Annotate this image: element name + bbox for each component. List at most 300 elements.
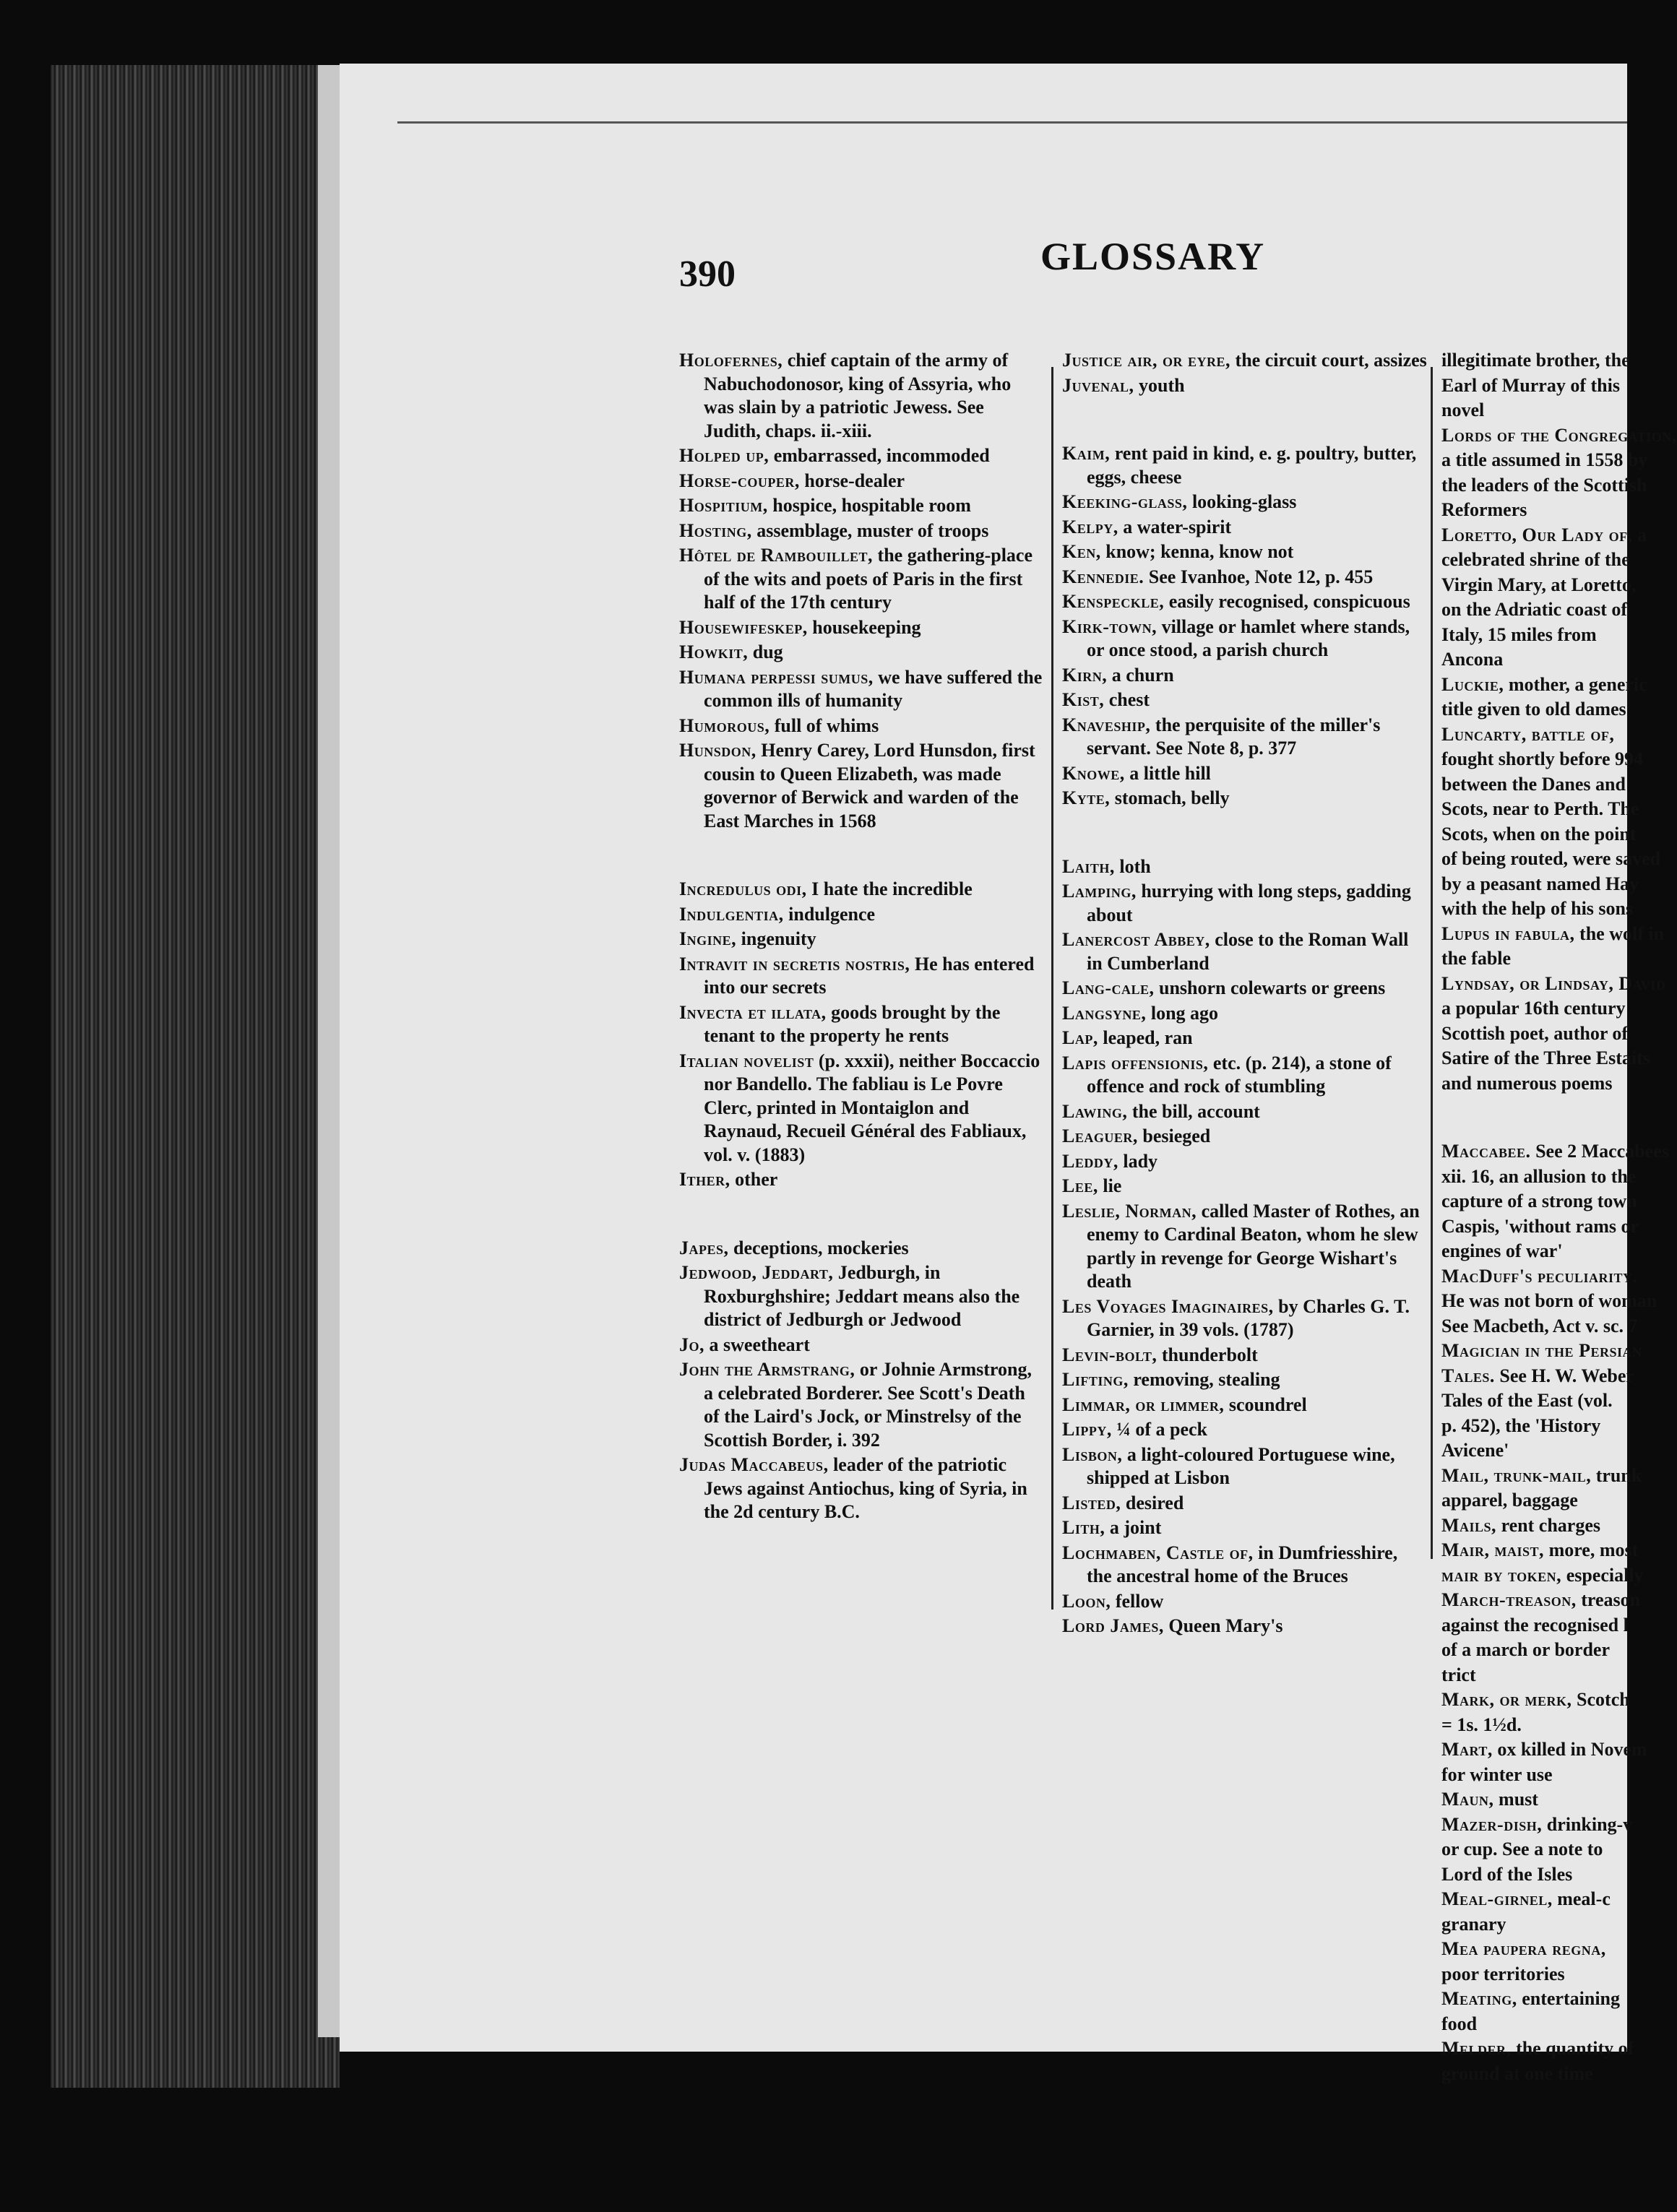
glossary-entry xyxy=(1441,2013,1627,2036)
glossary-entry xyxy=(1441,748,1644,772)
entry-definition: easily recognised, conspicuous xyxy=(1168,591,1410,612)
entry-headword: Indulgentia, xyxy=(679,903,784,925)
glossary-entry xyxy=(679,953,1044,1000)
entry-headword: Japes, xyxy=(679,1237,729,1258)
entry-definition: or cup. See a note to xyxy=(1441,1839,1603,1859)
entry-definition: ¼ of a peck xyxy=(1116,1419,1208,1440)
entry-definition: or Johnie Armstrong, a celebrated Borderer. See Scott's Death of the Laird's Jock, or Minstrelsy of the Scottish Border, i. 392 xyxy=(704,1359,1032,1451)
entry-headword: Mail, trunk-mail, xyxy=(1441,1464,1592,1486)
entry-definition: engines of war' xyxy=(1441,1240,1563,1261)
entry-headword: Lawing, xyxy=(1062,1100,1128,1122)
entry-definition: unshorn colewarts or greens xyxy=(1159,977,1386,998)
section-gap xyxy=(679,1193,1044,1237)
entry-definition: trunk xyxy=(1595,1464,1642,1486)
entry-headword: Kirn, xyxy=(1062,664,1108,686)
glossary-entry xyxy=(1062,880,1427,927)
glossary-entry xyxy=(1062,714,1427,761)
entry-headword: Leaguer, xyxy=(1062,1126,1138,1146)
entry-definition: Scotch xyxy=(1577,1689,1630,1710)
glossary-entry xyxy=(1062,491,1427,514)
glossary-entry xyxy=(1441,1813,1633,1837)
glossary-entry xyxy=(1441,1888,1627,1911)
glossary-entry xyxy=(1062,1368,1427,1392)
glossary-entry xyxy=(679,641,1044,665)
entry-definition: rent paid in kind, e. g. poultry, butter, eggs, cheese xyxy=(1087,443,1417,488)
glossary-entry xyxy=(1441,449,1648,472)
glossary-entry xyxy=(1441,574,1637,597)
glossary-entry xyxy=(1062,1150,1427,1174)
glossary-entry xyxy=(1441,972,1666,996)
entry-headword: Judas Maccabeus, xyxy=(679,1454,829,1475)
entry-headword: Lifting, xyxy=(1062,1369,1129,1390)
entry-definition: Ancona xyxy=(1441,649,1504,670)
glossary-entry xyxy=(1441,1240,1627,1263)
glossary-entry xyxy=(679,1001,1044,1048)
glossary-entry xyxy=(1062,1615,1427,1638)
glossary-entry xyxy=(1441,424,1677,448)
entry-definition: desired xyxy=(1125,1492,1184,1513)
glossary-entry xyxy=(1441,1763,1627,1787)
glossary-entry xyxy=(1441,798,1639,821)
entry-definition: a light-coloured Portuguese wine, shipped at Lisbon xyxy=(1087,1443,1395,1488)
entry-definition: assemblage, muster of troops xyxy=(756,519,989,541)
glossary-entry xyxy=(1441,1688,1630,1712)
glossary-entry xyxy=(1441,1464,1642,1488)
entry-headword: Juvenal, xyxy=(1062,374,1134,396)
glossary-entry xyxy=(1062,928,1427,975)
glossary-entry xyxy=(1062,1344,1427,1368)
glossary-entry xyxy=(1062,1027,1427,1050)
glossary-entry xyxy=(679,1050,1044,1167)
entry-definition: hospice, hospitable room xyxy=(772,495,971,516)
glossary-entry xyxy=(1062,1175,1427,1198)
glossary-entry xyxy=(1441,598,1627,622)
entry-definition: close to the Roman Wall in Cumberland xyxy=(1087,929,1409,974)
entry-definition: mother, a generic xyxy=(1508,673,1647,695)
glossary-entry xyxy=(1441,1140,1669,1164)
glossary-entry xyxy=(1062,1590,1427,1614)
entry-definition: title given to old dames xyxy=(1441,699,1626,720)
glossary-entry xyxy=(1441,474,1647,498)
entry-headword: Leddy, xyxy=(1062,1150,1118,1172)
entry-definition: a title assumed in 1558 by xyxy=(1441,449,1648,470)
entry-definition: on the Adriatic coast of xyxy=(1441,599,1628,620)
book-spine-edge xyxy=(51,65,340,2088)
glossary-entry xyxy=(1062,566,1427,589)
entry-definition: leaped, ran xyxy=(1103,1027,1193,1048)
entry-headword: Kennedie. xyxy=(1062,566,1144,587)
entry-definition: goods brought by the tenant to the property he rents xyxy=(704,1001,1001,1046)
glossary-entry xyxy=(679,903,1044,927)
glossary-entry xyxy=(1441,1937,1627,1961)
page-title: GLOSSARY xyxy=(1040,235,1266,278)
glossary-entry xyxy=(1062,442,1427,489)
entry-definition: indulgence xyxy=(788,903,876,925)
entry-definition: drinking-v xyxy=(1546,1813,1633,1835)
glossary-entry xyxy=(1441,1863,1627,1887)
glossary-entry xyxy=(1062,1492,1427,1516)
glossary-entry xyxy=(1441,673,1647,697)
entry-definition: granary xyxy=(1441,1913,1506,1935)
entry-headword: Meating, xyxy=(1441,1988,1517,2009)
glossary-entry xyxy=(1441,773,1627,797)
entry-headword: Limmar, or limmer, xyxy=(1062,1394,1225,1415)
entry-definition: the wolf in xyxy=(1579,923,1665,944)
entry-headword: mair by token, xyxy=(1441,1564,1562,1586)
entry-headword: MacDuff's peculiarity. xyxy=(1441,1265,1638,1287)
glossary-entry xyxy=(1441,1838,1627,1862)
entry-definition: See 2 Maccabees xyxy=(1535,1141,1669,1162)
entry-definition: long ago xyxy=(1150,1002,1219,1024)
entry-headword: Humana perpessi sumus, xyxy=(679,666,874,688)
glossary-entry xyxy=(679,1237,1044,1261)
entry-headword: Kaim, xyxy=(1062,443,1111,464)
entry-definition: Jedburgh, in Roxburghshire; Jeddart means also the district of Jedburgh or Jedwood xyxy=(704,1262,1020,1330)
entry-headword: Howkit, xyxy=(679,641,749,662)
glossary-entry xyxy=(1062,977,1427,1001)
glossary-entry xyxy=(679,1334,1044,1357)
entry-definition: the circuit court, assizes xyxy=(1235,350,1427,371)
entry-definition: food xyxy=(1441,2013,1478,2034)
entry-definition: against the recognised l xyxy=(1441,1614,1629,1636)
entry-definition: a churn xyxy=(1111,664,1174,686)
glossary-entry xyxy=(1441,524,1647,548)
entry-headword: Holped up, xyxy=(679,445,769,466)
glossary-entry xyxy=(1441,1265,1638,1289)
glossary-entry xyxy=(1441,1963,1627,1987)
glossary-entry xyxy=(679,714,1044,738)
glossary-entry xyxy=(1441,1489,1627,1513)
entry-definition: lie xyxy=(1103,1175,1122,1196)
glossary-entry xyxy=(1441,1165,1637,1189)
header-rule xyxy=(397,121,1627,124)
entry-headword: Lith, xyxy=(1062,1517,1105,1538)
entry-definition: poor territories xyxy=(1441,1963,1565,1984)
entry-definition: Virgin Mary, at Loretto, xyxy=(1441,574,1637,595)
glossary-entry xyxy=(1441,1389,1627,1413)
glossary-entry xyxy=(1062,1418,1427,1442)
entry-definition: Earl of Murray of this xyxy=(1441,374,1620,396)
entry-headword: Lupus in fabula, xyxy=(1441,923,1575,944)
glossary-entry xyxy=(1441,1987,1627,2011)
entry-headword: John the Armstrang, xyxy=(679,1359,855,1380)
glossary-entry xyxy=(1441,1289,1657,1313)
glossary-entry xyxy=(1062,374,1427,398)
entry-headword: Ken, xyxy=(1062,541,1101,562)
entry-definition: horse-dealer xyxy=(804,470,905,491)
entry-definition: besieged xyxy=(1142,1126,1211,1146)
entry-definition: of being routed, were saved xyxy=(1441,848,1661,869)
entry-headword: Kist, xyxy=(1062,689,1105,710)
glossary-entry xyxy=(679,616,1044,640)
glossary-column-2 xyxy=(1062,349,1427,1640)
entry-definition: the bill, account xyxy=(1131,1100,1260,1122)
glossary-entry xyxy=(1062,664,1427,688)
glossary-entry xyxy=(1441,1564,1644,1588)
glossary-entry xyxy=(1441,997,1627,1021)
glossary-entry xyxy=(679,470,1044,493)
glossary-entry xyxy=(1441,1913,1627,1937)
entry-definition: we have suffered the common ills of humanity xyxy=(704,666,1043,711)
glossary-entry xyxy=(1441,923,1665,946)
glossary-entry xyxy=(1441,897,1634,921)
entry-definition: dug xyxy=(752,641,783,662)
entry-headword: Invecta et illata, xyxy=(679,1001,827,1023)
entry-definition: Satire of the Three Estaits xyxy=(1441,1047,1650,1068)
glossary-entry xyxy=(1441,1414,1627,1438)
entry-definition: Henry Carey, Lord Hunsdon, first cousin to Queen Elizabeth, was made governor of Berwick and warden of the East Marches in 1568 xyxy=(704,740,1035,831)
entry-definition: meal-c xyxy=(1557,1888,1611,1909)
glossary-entry xyxy=(1441,1439,1627,1463)
glossary-entry xyxy=(1441,349,1630,373)
entry-headword: Loon, xyxy=(1062,1590,1111,1612)
glossary-entry xyxy=(1062,590,1427,614)
glossary-entry xyxy=(1441,399,1627,423)
glossary-entry xyxy=(1062,1125,1427,1149)
entry-definition: loth xyxy=(1119,855,1151,877)
entry-headword: Knowe, xyxy=(1062,762,1125,784)
entry-definition: Lord of the Isles xyxy=(1441,1863,1573,1885)
entry-definition: by a peasant named Hay xyxy=(1441,873,1639,894)
entry-headword: Luncarty, battle of, xyxy=(1441,723,1615,745)
glossary-entry xyxy=(1441,1664,1627,1688)
entry-headword: Maun, xyxy=(1441,1789,1494,1810)
column-rule xyxy=(1431,367,1433,1559)
entry-headword: Lanercost Abbey, xyxy=(1062,929,1210,950)
entry-definition: Italy, 15 miles from xyxy=(1441,623,1597,645)
glossary-entry xyxy=(1441,1514,1627,1538)
glossary-entry xyxy=(679,349,1044,443)
glossary-entry xyxy=(679,494,1044,518)
page-number: 390 xyxy=(679,254,736,295)
entry-definition: treason xyxy=(1581,1589,1641,1610)
glossary-entry xyxy=(1441,1190,1637,1214)
entry-definition: more, most xyxy=(1548,1539,1639,1560)
entry-headword: Lord James, xyxy=(1062,1615,1164,1636)
section-gap xyxy=(679,834,1044,878)
entry-definition: (p. xxxii), neither Boccaccio nor Bandello. The fabliau is Le Povre Clerc, printed in Montaiglon and Raynaud, Recueil Général des Fabliaux, vol. v. (1883) xyxy=(704,1050,1040,1165)
glossary-entry xyxy=(1062,1002,1427,1026)
glossary-entry xyxy=(1441,498,1627,522)
entry-headword: Melder, xyxy=(1441,2038,1512,2059)
entry-definition: celebrated shrine of the xyxy=(1441,549,1630,570)
entry-definition: scoundrel xyxy=(1228,1394,1307,1415)
entry-definition: capture of a strong town xyxy=(1441,1191,1637,1211)
glossary-entry xyxy=(1062,1052,1427,1099)
glossary-entry xyxy=(679,1453,1044,1524)
entry-definition: = 1s. 1½d. xyxy=(1441,1714,1522,1735)
glossary-entry xyxy=(679,878,1044,902)
glossary-entry xyxy=(1441,1315,1638,1339)
entry-headword: Maccabee. xyxy=(1441,1141,1531,1162)
entry-definition: Tales of the East (vol. xyxy=(1441,1390,1613,1411)
entry-definition: a xyxy=(1637,524,1647,545)
glossary-entry xyxy=(1062,1100,1427,1124)
entry-headword: Lapis offensionis, xyxy=(1062,1052,1209,1073)
glossary-entry xyxy=(1441,548,1630,572)
glossary-entry xyxy=(679,444,1044,468)
entry-headword: Listed, xyxy=(1062,1492,1121,1513)
entry-definition: other xyxy=(735,1169,778,1190)
glossary-column-1 xyxy=(679,349,1044,1526)
entry-headword: Kenspeckle, xyxy=(1062,591,1165,612)
entry-definition: novel xyxy=(1441,399,1485,420)
glossary-entry xyxy=(1062,688,1427,712)
glossary-entry xyxy=(1441,1047,1650,1071)
entry-definition: in Dumfriesshire, the ancestral home of the Bruces xyxy=(1087,1542,1398,1586)
entry-definition: entertaining xyxy=(1522,1988,1620,2009)
glossary-entry xyxy=(1441,1539,1639,1563)
entry-definition: Queen Mary's xyxy=(1168,1615,1283,1636)
glossary-entry xyxy=(1441,1788,1627,1812)
entry-headword: Ither, xyxy=(679,1169,730,1190)
entry-definition: He was not born of woman xyxy=(1441,1290,1657,1311)
glossary-entry xyxy=(1441,1614,1627,1638)
entry-headword: Intravit in secretis nostris, xyxy=(679,953,910,975)
glossary-entry xyxy=(1062,787,1427,811)
entry-headword: Jo, xyxy=(679,1334,705,1355)
entry-headword: Italian novelist xyxy=(679,1050,814,1071)
entry-definition: the perquisite of the miller's servant. See Note 8, p. 377 xyxy=(1087,714,1381,759)
glossary-entry xyxy=(1441,2037,1634,2061)
glossary-entry xyxy=(1441,1589,1641,1612)
glossary-entry xyxy=(1062,615,1427,662)
entry-headword: Mair, maist, xyxy=(1441,1539,1545,1560)
entry-definition: a sweetheart xyxy=(709,1334,810,1355)
entry-headword: Les Voyages Imaginaires, xyxy=(1062,1295,1274,1317)
entry-headword: Tales. xyxy=(1441,1365,1495,1386)
glossary-entry xyxy=(679,544,1044,615)
entry-headword: Hôtel de Rambouillet, xyxy=(679,545,874,566)
glossary-entry xyxy=(1441,1339,1642,1363)
entry-headword: Loretto, Our Lady of, xyxy=(1441,524,1633,545)
glossary-entry xyxy=(1062,762,1427,786)
entry-definition: leader of the patriotic Jews against Antiochus, king of Syria, in the 2d century B.C. xyxy=(704,1454,1027,1522)
entry-definition: ox killed in Novem xyxy=(1497,1739,1647,1760)
entry-headword: Incredulus odi, xyxy=(679,878,807,899)
entry-definition: deceptions, mockeries xyxy=(733,1237,909,1258)
section-gap xyxy=(1062,812,1427,855)
entry-definition: hurrying with long steps, gadding about xyxy=(1087,881,1411,925)
entry-headword: Mart, xyxy=(1441,1739,1493,1760)
glossary-entry xyxy=(1062,1542,1427,1589)
entry-definition: illegitimate brother, the xyxy=(1441,350,1630,371)
entry-definition: a joint xyxy=(1109,1517,1162,1538)
entry-definition: a popular 16th century xyxy=(1441,998,1626,1019)
glossary-entry xyxy=(1441,1365,1634,1388)
entry-definition: for winter use xyxy=(1441,1763,1553,1785)
glossary-entry xyxy=(1062,1516,1427,1540)
glossary-entry xyxy=(1441,947,1627,971)
entry-headword: Mark, or merk, xyxy=(1441,1689,1572,1710)
entry-definition: the fable xyxy=(1441,948,1512,969)
entry-definition: Caspis, 'without rams or xyxy=(1441,1215,1639,1237)
entry-definition: Avicene' xyxy=(1441,1440,1509,1461)
entry-headword: Justice air, or eyre, xyxy=(1062,350,1231,371)
entry-definition: a little hill xyxy=(1129,762,1211,784)
entry-definition: removing, stealing xyxy=(1133,1369,1280,1390)
entry-definition: See Ivanhoe, Note 12, p. 455 xyxy=(1148,566,1374,587)
entry-definition: between the Danes and xyxy=(1441,773,1626,795)
entry-headword: Keeking-glass, xyxy=(1062,491,1188,512)
glossary-entry xyxy=(1441,623,1627,647)
section-gap xyxy=(1441,1097,1627,1140)
glossary-entry xyxy=(679,1168,1044,1192)
glossary-entry xyxy=(1441,847,1661,871)
entry-headword: Hunsdon, xyxy=(679,740,756,761)
entry-definition: must xyxy=(1499,1789,1538,1810)
entry-definition: looking-glass xyxy=(1191,491,1297,512)
glossary-entry xyxy=(679,519,1044,543)
entry-headword: Lippy, xyxy=(1062,1419,1112,1440)
entry-headword: Mea paupera regna, xyxy=(1441,1938,1606,1959)
glossary-entry xyxy=(1441,873,1639,897)
entry-definition: stomach, belly xyxy=(1114,787,1230,808)
entry-definition: ingenuity xyxy=(741,928,816,949)
glossary-entry xyxy=(1441,723,1627,747)
entry-definition: Scottish poet, author of xyxy=(1441,1022,1629,1044)
glossary-entry xyxy=(1441,1215,1639,1239)
entry-headword: Lap, xyxy=(1062,1027,1098,1048)
entry-definition: apparel, baggage xyxy=(1441,1490,1578,1511)
entry-headword: Lochmaben, Castle of, xyxy=(1062,1542,1254,1563)
entry-headword: Luckie, xyxy=(1441,673,1504,695)
entry-definition: youth xyxy=(1139,374,1185,396)
glossary-entry xyxy=(1441,1714,1627,1737)
entry-headword: Langsyne, xyxy=(1062,1002,1147,1024)
entry-headword: March-treason, xyxy=(1441,1589,1577,1610)
entry-headword: Leslie, Norman, xyxy=(1062,1200,1197,1222)
entry-headword: Lang-cale, xyxy=(1062,977,1155,998)
entry-headword: Mails, xyxy=(1441,1514,1497,1536)
glossary-entry xyxy=(1062,1295,1427,1342)
entry-definition: and numerous poems xyxy=(1441,1072,1613,1094)
glossary-entry xyxy=(1441,698,1627,722)
entry-headword: Lee, xyxy=(1062,1175,1098,1196)
entry-definition: the leaders of the Scottish xyxy=(1441,474,1647,496)
entry-definition: lady xyxy=(1123,1150,1158,1172)
entry-headword: Lisbon, xyxy=(1062,1443,1123,1465)
glossary-entry xyxy=(1062,1200,1427,1294)
glossary-entry xyxy=(1062,349,1427,373)
entry-definition: chest xyxy=(1108,689,1150,710)
entry-headword: Ingine, xyxy=(679,928,737,949)
entry-definition: a water-spirit xyxy=(1123,516,1232,537)
entry-definition: with the help of his sons xyxy=(1441,898,1634,919)
entry-definition: called Master of Rothes, an enemy to Cardinal Beaton, whom he slew partly in revenge for George Wishart's death xyxy=(1087,1200,1420,1292)
entry-definition: He has entered into our secrets xyxy=(704,953,1035,998)
entry-definition: the quantity of xyxy=(1516,2038,1634,2059)
entry-headword: Housewifeskep, xyxy=(679,616,808,638)
entry-definition: trict xyxy=(1441,1664,1476,1685)
glossary-entry xyxy=(1062,855,1427,879)
glossary-entry xyxy=(1441,1638,1627,1662)
glossary-entry xyxy=(679,739,1044,833)
entry-headword: Lords of the Congregation, xyxy=(1441,424,1677,446)
entry-headword: Kelpy, xyxy=(1062,516,1118,537)
entry-headword: Humorous, xyxy=(679,714,770,736)
column-rule xyxy=(1051,367,1053,1610)
entry-headword: Magician in the Persian xyxy=(1441,1340,1642,1361)
entry-definition: xii. 16, an allusion to the xyxy=(1441,1165,1637,1187)
entry-definition: of a march or border xyxy=(1441,1639,1610,1660)
glossary-entry xyxy=(679,666,1044,713)
glossary-column-3 xyxy=(1441,349,1677,2087)
glossary-entry xyxy=(1441,823,1637,847)
entry-definition: Reformers xyxy=(1441,499,1527,520)
book-page xyxy=(340,64,1677,2084)
entry-headword: Hospitium, xyxy=(679,495,768,516)
